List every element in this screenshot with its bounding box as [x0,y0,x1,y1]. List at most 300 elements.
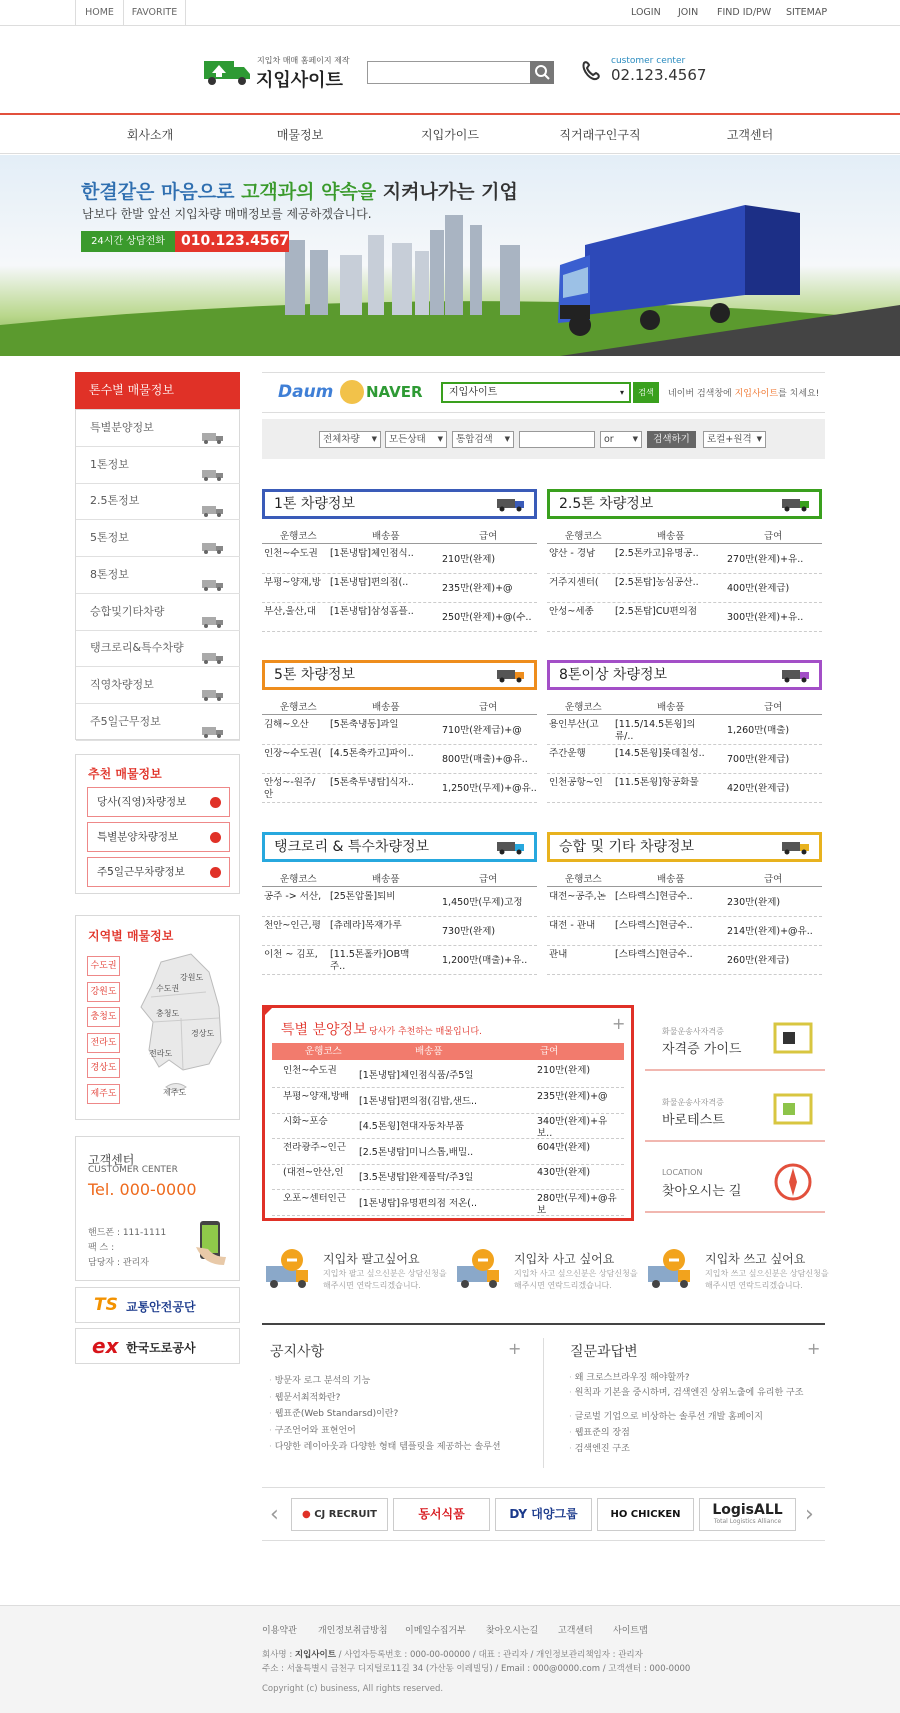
footer-link[interactable]: 이용약관 [262,1626,297,1636]
sidebar-item[interactable] [76,704,240,741]
table-row[interactable] [547,889,822,917]
column-header: 배송품 [372,702,400,713]
filter-or-select[interactable]: or ▼ [600,431,642,448]
contact-mobile: 핸드폰 : 111-1111 [88,1228,167,1238]
join-link[interactable]: JOIN [678,7,699,18]
cargo-cell: [스타렉스]현금수.. [615,920,693,931]
column-header: 배송품 [657,531,685,542]
footer-link[interactable]: 이메일수집거부 [405,1626,466,1636]
cargo-cell: [1톤냉탑]삼성홈플.. [330,606,414,617]
cargo-cell: [1톤냉탑]체인점식품/주5일 [359,1070,474,1081]
sidebar-item[interactable] [76,447,240,484]
pay-cell: 710만(완제급)+@ [442,725,522,736]
region-box [75,915,240,1120]
hero-banner [0,155,900,356]
truck-icon [202,607,224,618]
header-search-input[interactable] [367,61,531,84]
special-title: 특별 분양정보 [281,1022,367,1038]
sidebar-item-label: 특별분양정보 [90,421,154,434]
find-id-link[interactable]: FIND ID/PW [717,7,772,18]
panel-table-head [547,528,822,544]
ts-banner[interactable] [75,1287,240,1323]
quick-title: 지입차 사고 싶어요 [514,1252,615,1266]
truck-icon [202,423,224,434]
route-cell: 인천공항~인 [549,777,603,788]
cargo-cell: [25톤압롤]퇴비 [330,891,396,902]
column-header: 급여 [764,702,783,713]
route-cell: 안성~세종 [549,606,594,617]
map-label-jeju: 제주도 [163,1088,187,1097]
notice-more-button[interactable]: + [508,1339,522,1358]
truck-icon [202,643,224,654]
route-cell: 관내 [549,949,568,960]
truck-icon [202,533,224,544]
panel-table-head [262,871,537,887]
truck-circle-icon [453,1248,505,1297]
cargo-cell: [스타렉스]현금수.. [615,891,693,902]
column-header: 배송품 [657,874,685,885]
special-row[interactable] [272,1165,624,1190]
board-top-line [262,1323,825,1325]
panel-title-text: 탱크로리 & 특수차량정보 [274,839,430,855]
panel-title[interactable] [547,832,822,862]
panel-title[interactable] [262,489,537,519]
column-header: 급여 [479,702,498,713]
region-title: 지역별 매물정보 [88,929,174,943]
quick-title: 지입차 쓰고 싶어요 [705,1252,806,1266]
truck-icon [202,570,224,581]
pay-cell: 235만(완제)+@ [442,583,513,594]
special-row[interactable] [272,1063,624,1088]
truck-circle-icon [644,1248,696,1297]
logo-name: 지입사이트 [256,70,343,91]
truck-icon [202,717,224,728]
sidebar-item-label: 8톤정보 [90,567,129,581]
cargo-cell: [츄레라]목재가루 [330,920,402,931]
pay-cell: 420만(완제급) [727,783,790,794]
column-header: 급여 [764,531,783,542]
panel-table-head [547,871,822,887]
map-label-gangwon: 강원도 [180,973,204,982]
table-row[interactable] [262,889,537,917]
table-row[interactable] [547,717,822,745]
panel-title-text: 8톤이상 차량정보 [559,667,668,683]
header-search-button[interactable] [530,61,554,84]
column-header: 급여 [479,874,498,885]
pay-cell: 1,200만(매출)+유.. [442,955,528,966]
pay-cell: 1,250만(무제)+@유.. [442,783,537,794]
ex-banner[interactable] [75,1328,240,1364]
naver-mascot-icon [340,380,364,404]
ex-label: 한국도로공사 [126,1341,196,1355]
route-cell: 오포~센터인근 [283,1192,347,1204]
panel-title[interactable] [547,489,822,519]
table-row[interactable] [547,546,822,574]
region-button[interactable]: 수도권 [87,956,120,976]
special-row[interactable] [272,1114,624,1139]
ts-label: 교통안전공단 [126,1300,196,1314]
cargo-cell: [11.5톤홀카]OB맥주.. [330,949,410,972]
guide-link[interactable] [645,1005,825,1071]
route-cell: 인장~수도권( [264,748,322,759]
qna-more-button[interactable]: + [807,1339,821,1358]
guide-small: 화물운송사자격증 [662,1027,724,1036]
filter-search-button[interactable]: 검색하기 [647,431,696,448]
table-row[interactable] [547,947,822,975]
top-bar [0,0,900,26]
slider-next-button[interactable]: › [805,1502,814,1527]
sidebar-item[interactable] [76,410,240,447]
ex-logo-mark: ex [92,1334,119,1358]
route-cell: 천안~인근,평 [264,920,321,931]
table-row[interactable] [262,918,537,946]
panel-table-head [262,699,537,715]
sidebar-item-label: 2.5톤정보 [90,494,140,508]
nav-support[interactable]: 고객센터 [726,128,774,142]
quick-desc: 지입차 사고 싶으신분은 상담신청을 해주시면 연락드리겠습니다. [514,1269,638,1290]
table-row[interactable] [262,947,537,975]
logo-tagline: 지입차 매매 홈페이지 제작 [257,56,350,65]
route-cell: 부평~양재,방배 [283,1090,350,1102]
panel-title[interactable] [262,832,537,862]
truck-circle-icon [262,1248,314,1297]
route-cell: 전라광주~인근 [283,1141,347,1153]
cargo-cell: [스타렉스]현금수.. [615,949,693,960]
truck-icon [496,667,526,691]
portal-search-button[interactable]: 검색 [633,382,659,403]
pay-cell: 260만(완제급) [727,955,790,966]
contact-title: 고객센터 [88,1153,135,1167]
sidebar-item[interactable] [76,483,240,520]
truck-icon [202,680,224,691]
sidebar-menu [75,409,240,740]
special-row[interactable] [272,1140,624,1165]
logo-dongsuh[interactable]: 동서식품 [393,1498,490,1531]
pay-cell: 210만(완제) [442,554,496,565]
panel-title[interactable] [547,660,822,690]
pay-cell: 250만(완제)+@(수.. [442,612,532,623]
column-header: 운행코스 [280,874,317,885]
table-row[interactable] [547,604,822,632]
portal-search-bar [262,372,825,413]
qna-item[interactable]: · 글로벌 기업으로 비상하는 솔루션 개발 홈페이지 [569,1412,763,1422]
table-row[interactable] [547,746,822,774]
cargo-cell: [5톤축투냉탑]식자.. [330,777,414,788]
pay-cell: 800만(매출)+@유.. [442,754,528,765]
pay-cell: 730만(완제) [442,926,496,937]
cargo-cell: [5톤축냉동]과일 [330,719,399,730]
footer-address: 주소 : 서울특별시 금천구 디지털로11길 34 (가산동 이레빌딩) / Email : 000@0000.com / 고객센터 : 000-0000 [262,1664,691,1674]
filter-bar [262,419,825,459]
region-button[interactable]: 제주도 [87,1084,120,1104]
route-cell: 거주지센터( [549,577,599,588]
quick-link[interactable] [262,1248,447,1298]
footer-link[interactable]: 사이트맵 [613,1626,648,1636]
map-label-jeolla: 전라도 [149,1049,173,1058]
pay-cell: 1,260만(매출) [727,725,790,736]
nav-listings[interactable]: 매물정보 [276,128,324,142]
panel-table-head [547,699,822,715]
home-link[interactable]: HOME [75,0,123,26]
notice-title: 공지사항 [270,1344,325,1360]
pay-cell: 210만(완제) [537,1065,591,1076]
truck-icon [781,496,811,520]
route-cell: 양산 - 경남 [549,548,596,559]
table-row[interactable] [262,775,537,803]
route-cell: 김해~오산 [264,719,309,730]
sitemap-link[interactable]: SITEMAP [786,7,828,18]
cargo-cell: [2.5톤카고]유명공.. [615,548,699,559]
phone-icon [580,59,602,85]
sidebar-item[interactable] [76,520,240,557]
arrow-circle-icon [210,832,221,843]
nav-company[interactable]: 회사소개 [126,128,174,142]
region-button[interactable]: 경상도 [87,1058,120,1078]
ts-logo-mark: TS [94,1295,118,1315]
qna-title: 질문과답변 [570,1344,638,1360]
site-logo[interactable] [202,55,350,91]
naver-logo: NAVER [366,383,423,401]
cargo-cell: [14.5톤윙]롯데칠성.. [615,748,705,759]
search-icon [530,61,554,84]
compass-icon [773,1162,813,1205]
sidebar-item-label: 승합및기타차량 [90,604,165,618]
header [0,27,900,115]
arrow-circle-icon [210,867,221,878]
special-table-head: 운행코스 배송품 급여 [272,1043,624,1060]
pay-cell: 1,450만(무제)고정 [442,897,523,908]
pay-cell: 270만(완제)+유.. [727,554,804,565]
sidebar-item-label: 1톤정보 [90,457,129,471]
daum-logo: Daum [278,382,334,402]
special-more-button[interactable]: + [612,1014,626,1033]
guide-link[interactable] [645,1147,825,1213]
route-cell: 이천 ~ 김포, [264,949,318,960]
cargo-cell: [11.5톤윙]항공화물 [615,777,699,788]
cargo-cell: [2.5톤탑]CU편의점 [615,606,697,617]
contact-manager: 담당자 : 관리자 [88,1258,149,1268]
column-header: 급여 [764,874,783,885]
panel-title-text: 1톤 차량정보 [274,496,355,512]
special-row[interactable] [272,1089,624,1114]
cargo-cell: [1톤냉탑]편의점(.. [330,577,409,588]
notice-item[interactable]: · 다양한 레이아웃과 다양한 형태 템플릿을 제공하는 솔루션 [269,1442,501,1452]
logo-cj[interactable]: ● CJ RECRUIT [291,1498,388,1531]
hero-headline: 한결같은 마음으로 고객과의 약속을 지켜나가는 기업 [81,181,518,203]
pay-cell: 230만(완제) [727,897,781,908]
route-cell: 부산,울산,대 [264,606,316,617]
logo-ho-chicken[interactable]: HO CHICKEN [597,1498,694,1531]
panel-title-text: 5톤 차량정보 [274,667,355,683]
pay-cell: 235만(완제)+@ [537,1090,608,1102]
special-row[interactable] [272,1191,624,1216]
column-header: 운행코스 [280,702,317,713]
table-row[interactable] [262,746,537,774]
route-cell: 대전~공주,논 [549,891,606,902]
pay-cell: 214만(완제)+@유.. [727,926,813,937]
truck-icon [496,496,526,520]
recommend-item-direct[interactable]: 당사(직영)차량정보 [87,787,230,817]
recommend-box [75,754,240,894]
recommend-item-special[interactable]: 특별분양차량정보 [87,822,230,852]
portal-search-input[interactable]: 지입사이트 ▾ [441,382,631,403]
table-row[interactable] [262,575,537,603]
quick-title: 지입차 팔고싶어요 [323,1252,420,1266]
column-header: 운행코스 [565,874,602,885]
quick-link[interactable] [453,1248,638,1298]
panel-title[interactable] [262,660,537,690]
notice-item[interactable]: · 웹문서최적화란? [269,1392,341,1403]
panel-title-text: 승합 및 기타 차량정보 [559,839,695,855]
map-label-gyeong: 경상도 [191,1029,215,1038]
contact-sub: CUSTOMER CENTER [88,1165,178,1175]
pay-cell: 700만(완제급) [727,754,790,765]
region-button[interactable]: 강원도 [87,982,120,1002]
guide-big: 자격증 가이드 [662,1042,742,1057]
contact-tel: Tel. 000-0000 [88,1180,197,1199]
route-cell: 부평~양재,방 [264,577,321,588]
route-cell: 용인부산(고 [549,719,599,730]
route-cell: 인천~수도권 [283,1065,337,1076]
column-header: 배송품 [657,702,685,713]
hero-call-box: 24시간 상담전화 010.123.4567 [81,231,289,252]
cargo-cell: [1톤냉탑]체인점식.. [330,548,414,559]
sidebar-item[interactable] [76,557,240,594]
login-link[interactable]: LOGIN [631,7,661,18]
pay-cell: 300만(완제)+유.. [727,612,804,623]
map-label-sudo: 수도권 [156,984,180,993]
panel-title-text: 2.5톤 차량정보 [559,496,654,512]
sidebar-menu-title: 톤수별 매물정보 [75,372,240,409]
table-row[interactable] [547,918,822,946]
contact-fax: 팩 스 : [88,1243,115,1253]
table-row[interactable] [262,546,537,574]
map-label-chung: 충청도 [156,1009,180,1018]
recommend-item-5day[interactable]: 주5일근무차량정보 [87,857,230,887]
column-header: 급여 [479,531,498,542]
logo-dy[interactable]: DY 대양그룹 [495,1498,592,1531]
portal-search-hint: 네이버 검색창에 지입사이트를 치세요! [668,389,820,399]
route-cell: 안성~-원주/안 [264,777,316,800]
footer-link[interactable]: 개인정보취급방침 [318,1626,388,1636]
cargo-cell: [1톤냉탑]유명편의점 저온(.. [359,1197,477,1209]
truck-icon [781,667,811,691]
sidebar-item-label: 직영차량정보 [90,677,154,691]
pay-cell: 604만(완제) [537,1141,591,1153]
footer-link[interactable]: 찾아오시는길 [486,1626,539,1636]
pay-cell: 430만(완제) [537,1167,591,1178]
sidebar-item-label: 탱크로리&특수차량 [90,641,184,655]
column-header: 운행코스 [565,531,602,542]
guide-big: 바로테스트 [662,1113,725,1128]
contact-box [75,1136,240,1281]
route-cell: 주간운행 [549,748,586,759]
customer-center-label: customer center [611,56,686,66]
guide-link[interactable] [645,1076,825,1142]
panel-table-head [262,528,537,544]
column-header: 운행코스 [280,531,317,542]
cargo-cell: [2.5톤냉탑]미니스톱,배밀.. [359,1146,474,1158]
table-row[interactable] [262,717,537,745]
route-cell: (대전~안산,인 [283,1167,344,1178]
filter-vehicle-select[interactable]: 전체차량 ▼ [319,431,381,448]
guide-small: 화물운송사자격증 [662,1098,724,1107]
main-nav [0,116,900,154]
smartphone-icon [194,1217,228,1269]
filter-status-select[interactable]: 모든상태 ▼ [385,431,447,448]
nav-guide[interactable]: 지입가이드 [421,128,479,142]
truck-icon [496,839,526,863]
sidebar-item[interactable] [76,594,240,631]
filter-extra-select[interactable]: 로컬+원격 ▼ [703,431,766,448]
qna-item[interactable]: · 왜 크로스브라우징 해야할까? [569,1373,690,1383]
footer-company-info: 회사명 : 지입사이트 / 사업자등록번호 : 000-00-00000 / 대표 : 관리자 / 개인정보관리책임자 : 관리자 [262,1650,643,1660]
notice-item[interactable]: · 방문자 로그 분석의 기능 [269,1376,371,1386]
sidebar-item-label: 5톤정보 [90,531,129,545]
qna-item[interactable]: · 웹표준의 장점 [569,1428,630,1438]
cargo-cell: [1톤냉탑]편의점(김밥,샌드.. [359,1095,477,1107]
pay-cell: 400만(완제급) [727,583,790,594]
truck-icon [781,839,811,863]
pay-cell: 280만(무제)+@유보 [537,1192,617,1215]
route-cell: 공주 -> 서산, [264,891,322,902]
arrow-circle-icon [210,797,221,808]
table-row[interactable] [547,575,822,603]
qna-item[interactable]: · 검색엔진 구조 [569,1444,630,1454]
special-sub: 당사가 추천하는 매물입니다. [369,1027,482,1037]
cargo-cell: [2.5톤탑]농심공산.. [615,577,699,588]
notice-item[interactable]: · 웹표준(Web Standarsd)이란? [269,1409,399,1419]
qna-item[interactable]: · 원칙과 기본을 중시하며, 검색엔진 상위노출에 유리한 구조 [569,1388,804,1398]
cargo-cell: [11.5/14.5톤윙]의류/.. [615,719,696,742]
footer-copyright: Copyright (c) business, All rights reserved. [262,1684,444,1694]
region-button[interactable]: 충청도 [87,1007,120,1027]
board-divider [543,1338,544,1468]
nav-jobs[interactable]: 직거래구인구직 [559,128,641,142]
sidebar-item[interactable] [76,630,240,667]
truck-logo-icon [202,57,254,87]
customer-center-phone: 02.123.4567 [611,66,707,84]
column-header: 배송품 [372,874,400,885]
quick-desc: 지입차 팔고 싶으신분은 상담신청을 해주시면 연락드리겠습니다. [323,1269,447,1290]
column-header: 운행코스 [565,702,602,713]
table-row[interactable] [547,775,822,803]
table-row[interactable] [262,604,537,632]
truck-icon [202,496,224,507]
favorite-link[interactable]: FAVORITE [123,0,186,26]
region-button[interactable]: 전라도 [87,1033,120,1053]
special-box [262,1005,634,1221]
sidebar-item[interactable] [76,667,240,704]
truck-icon [202,460,224,471]
filter-search-type-select[interactable]: 통합검색 ▼ [452,431,514,448]
route-cell: 시화~포승 [283,1116,328,1127]
quick-link[interactable] [644,1248,829,1298]
cargo-cell: [4.5톤윙]현대자동차부품 [359,1121,465,1132]
logo-slider [262,1487,825,1541]
sidebar-item-label: 주5일근무정보 [90,714,161,728]
cargo-cell: [3.5톤냉탑]완제품탁/주3일 [359,1172,474,1183]
corner-tab [262,1005,275,1018]
notice-item[interactable]: · 구조언어와 표현언어 [269,1425,356,1436]
pay-cell: 340만(완제)+유보.. [537,1116,608,1138]
logo-logisall[interactable]: LogisALL Total Logistics Alliance [699,1498,796,1531]
slider-prev-button[interactable]: ‹ [270,1502,279,1527]
filter-keyword-input[interactable] [519,431,595,448]
cargo-cell: [4.5톤축카고]파이.. [330,748,414,759]
footer-link[interactable]: 고객센터 [558,1626,593,1636]
guide-small: LOCATION [662,1168,703,1177]
